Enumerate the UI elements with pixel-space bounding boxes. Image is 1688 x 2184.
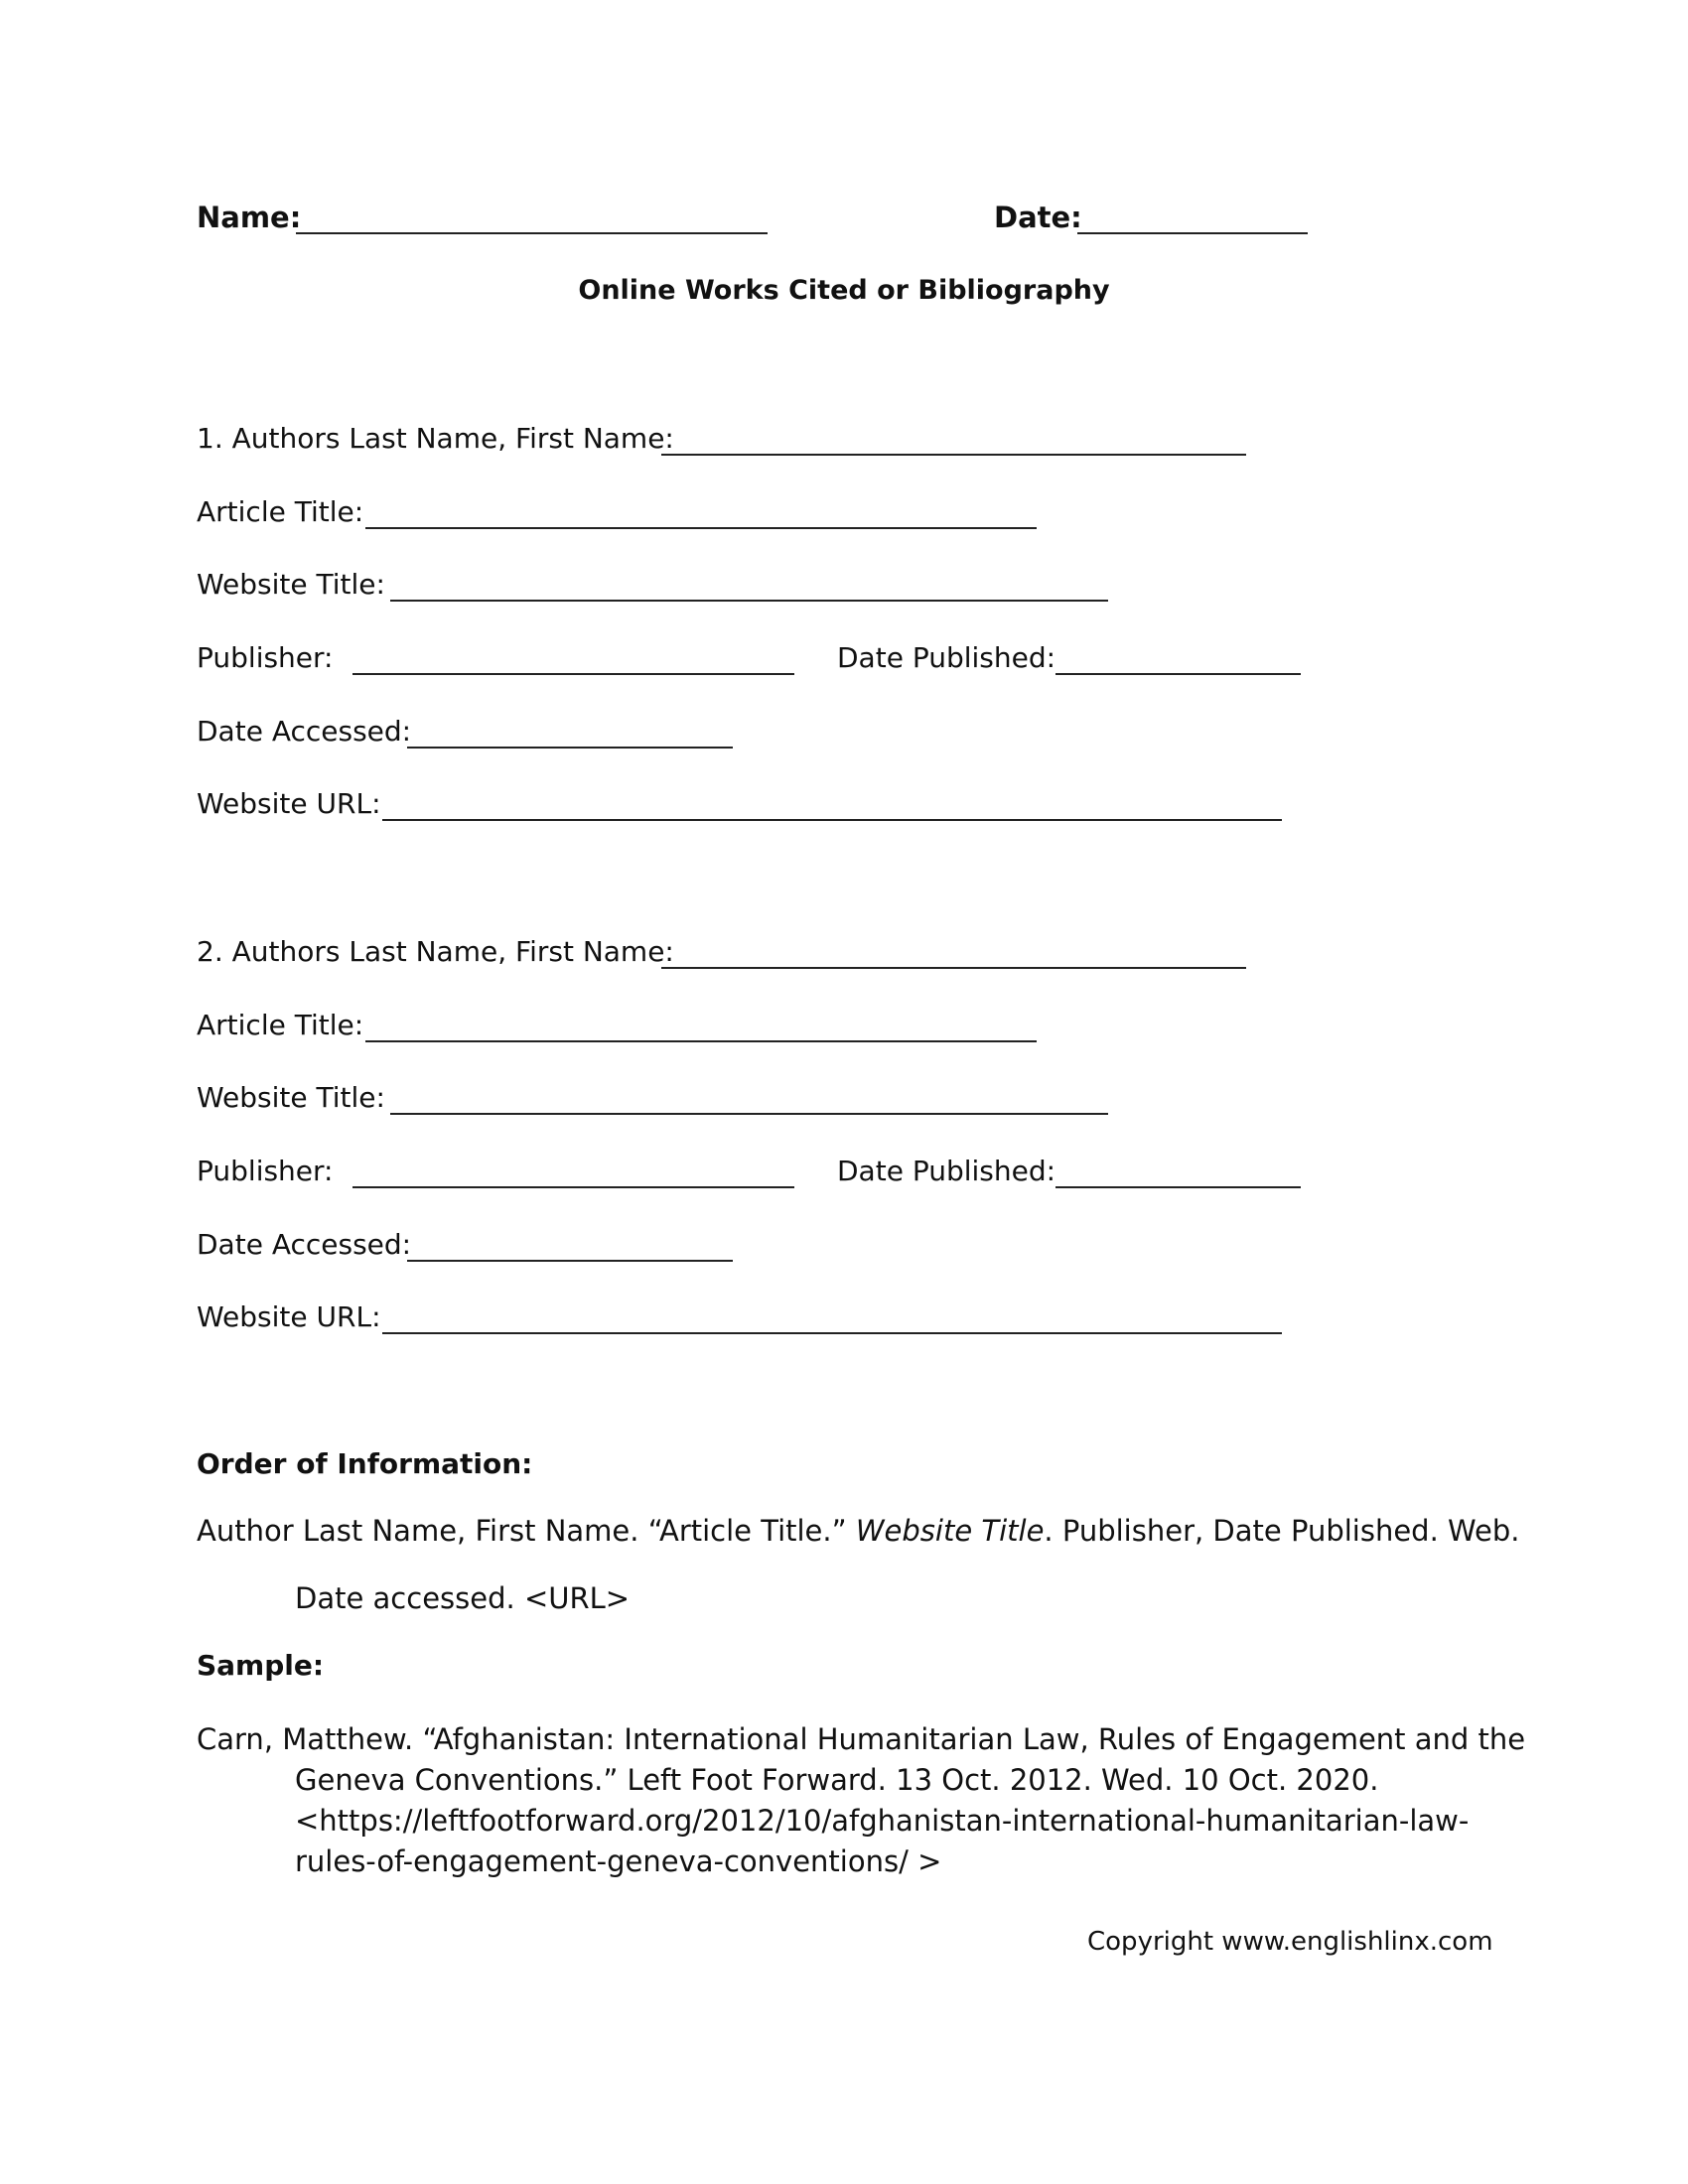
entry-1-date-published-line[interactable] [1055, 673, 1301, 675]
entry-1-date-published-label: Date Published: [837, 641, 1056, 674]
entry-2-publisher-label: Publisher: [197, 1155, 334, 1187]
entry-2-article-title-label: Article Title: [197, 1009, 364, 1041]
date-blank-line[interactable] [1077, 232, 1308, 234]
sample-line-2: Geneva Conventions.” Left Foot Forward. 13 Oct. 2012. Wed. 10 Oct. 2020. [295, 1763, 1379, 1797]
order-line-1-italic: Website Title [855, 1514, 1045, 1548]
entry-2-website-url-label: Website URL: [197, 1300, 381, 1333]
entry-2-date-published-line[interactable] [1055, 1186, 1301, 1188]
order-line-1 [197, 1514, 1519, 1548]
entry-1-article-title-line[interactable] [365, 527, 1037, 529]
entry-1-website-url-line[interactable] [382, 819, 1282, 821]
copyright-notice: Copyright www.englishlinx.com [1087, 1927, 1493, 1957]
order-line-2: Date accessed. <URL> [295, 1581, 631, 1615]
sample-line-1: Carn, Matthew. “Afghanistan: International Humanitarian Law, Rules of Engagement and the [197, 1722, 1526, 1756]
date-label: Date: [994, 201, 1082, 234]
entry-2-article-title-line[interactable] [365, 1040, 1037, 1042]
entry-1-date-accessed-line[interactable] [407, 747, 733, 749]
entry-1-date-accessed-label: Date Accessed: [197, 715, 412, 748]
entry-1-publisher-line[interactable] [352, 673, 794, 675]
entry-2-date-accessed-label: Date Accessed: [197, 1228, 412, 1261]
entry-2-website-title-label: Website Title: [197, 1081, 385, 1114]
entry-1-author-line[interactable] [661, 454, 1246, 456]
entry-1-author-label: 1. Authors Last Name, First Name: [197, 422, 674, 455]
sample-line-4: rules-of-engagement-geneva-conventions/ > [295, 1844, 942, 1878]
entry-2-author-label: 2. Authors Last Name, First Name: [197, 935, 674, 968]
entry-2-date-published-label: Date Published: [837, 1155, 1056, 1187]
name-blank-line[interactable] [296, 232, 768, 234]
entry-2-date-accessed-line[interactable] [407, 1260, 733, 1262]
order-line-1-start: Author Last Name, First Name. “Article Title.” [197, 1514, 856, 1548]
order-heading: Order of Information: [197, 1447, 533, 1480]
entry-2-website-title-line[interactable] [390, 1113, 1108, 1115]
entry-1-website-title-line[interactable] [390, 600, 1108, 602]
entry-2-website-url-line[interactable] [382, 1332, 1282, 1334]
page-title: Online Works Cited or Bibliography [578, 275, 1110, 306]
entry-1-article-title-label: Article Title: [197, 495, 364, 528]
entry-1-website-title-label: Website Title: [197, 568, 385, 601]
entry-2-author-line[interactable] [661, 967, 1246, 969]
sample-line-3: <https://leftfootforward.org/2012/10/afghanistan-international-humanitarian-law- [295, 1804, 1470, 1838]
entry-1-publisher-label: Publisher: [197, 641, 334, 674]
sample-heading: Sample: [197, 1649, 325, 1682]
order-line-1-end: . Publisher, Date Published. Web. [1044, 1514, 1520, 1548]
entry-1-website-url-label: Website URL: [197, 787, 381, 820]
entry-2-publisher-line[interactable] [352, 1186, 794, 1188]
name-label: Name: [197, 201, 302, 234]
